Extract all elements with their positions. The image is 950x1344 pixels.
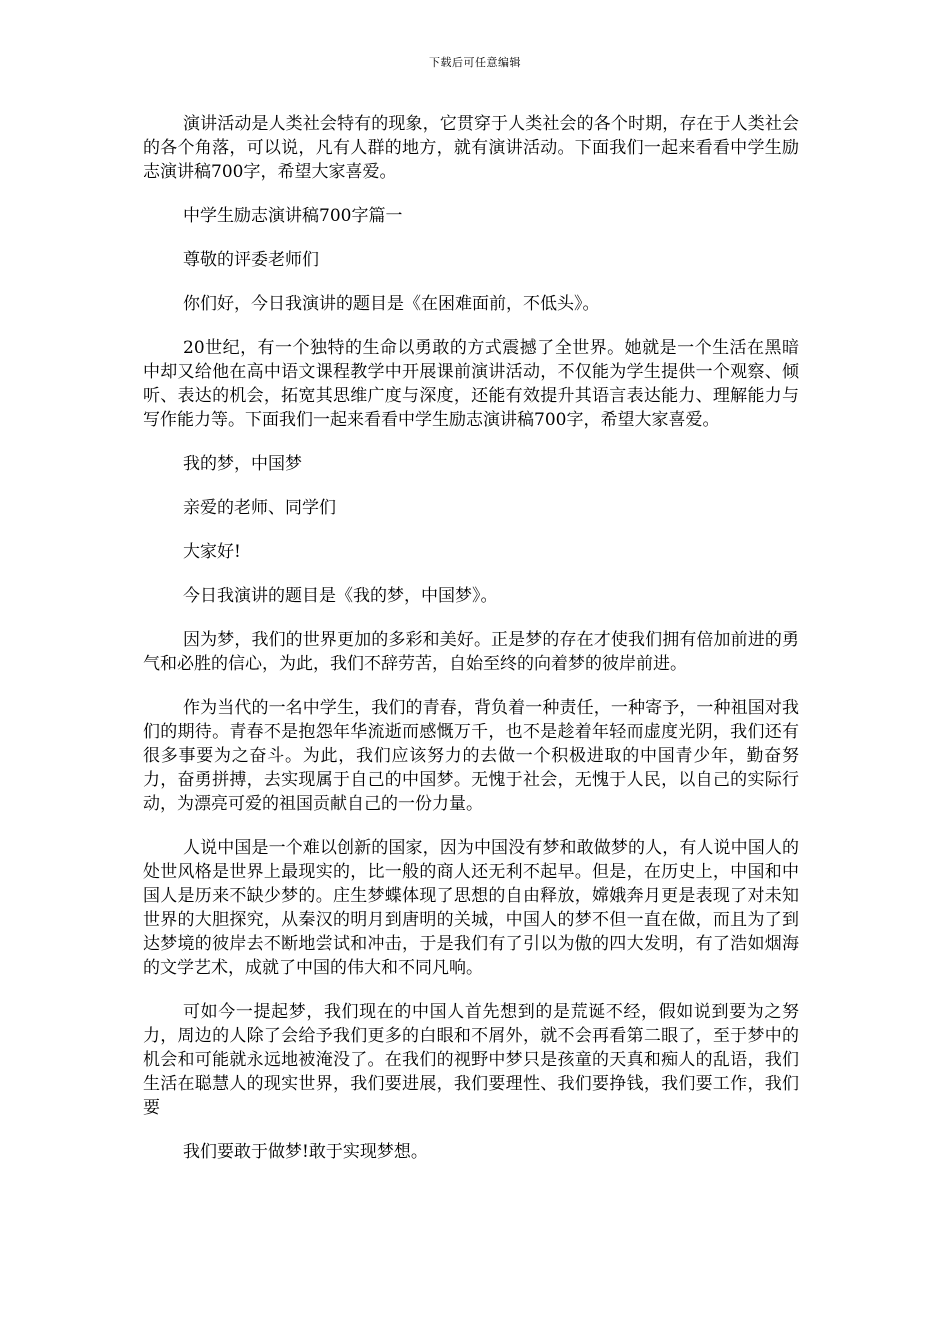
document-body: [143, 112, 799, 1184]
paragraph-intro: 演讲活动是人类社会特有的现象，它贯穿于人类社会的各个时期，存在于人类社会的各个角落，可以说，凡有人群的地方，就有演讲活动。下面我们一起来看看中学生励志演讲稿700字，希望大家喜爱。: [143, 114, 799, 182]
paragraph-salutation-judges: 尊敬的评委老师们: [183, 250, 319, 270]
page-header: 下载后可任意编辑: [429, 56, 521, 69]
paragraph-dare-to-dream: 我们要敢于做梦!敢于实现梦想。: [183, 1142, 428, 1162]
paragraph-speech-title-2: 我的梦，中国梦: [183, 454, 302, 474]
paragraph-nowadays: 可如今一提起梦，我们现在的中国人首先想到的是荒诞不经，假如说到要为之努力，周边的人除了会给予我们更多的白眼和不屑外，就不会再看第二眼了，至于梦中的机会和可能就永远地被淹没了。在我们的视野中梦只是孩童的天真和痴人的乱语，我们生活在聪慧人的现实世界，我们要进展，我们要理性、我们要挣钱，我们要工作，我们要: [143, 1002, 799, 1118]
paragraph-speech-topic-2: 今日我演讲的题目是《我的梦，中国梦》。: [183, 586, 498, 606]
paragraph-speech-topic-1: 你们好，今日我演讲的题目是《在困难面前，不低头》。: [183, 294, 600, 314]
paragraph-china-history: 人说中国是一个难以创新的国家，因为中国没有梦和敢做梦的人，有人说中国人的处世风格是世界上最现实的，比一般的商人还无利不起早。但是，在历史上，中国和中国人是历来不缺少梦的。庄生梦蝶体现了思想的自由释放，嫦娥奔月更是表现了对未知世界的大胆探究，从秦汉的明月到唐明的关城，中国人的梦不但一直在做，而且为了到达梦境的彼岸去不断地尝试和冲击，于是我们有了引以为傲的四大发明，有了浩如烟海的文学艺术，成就了中国的伟大和不同凡响。: [143, 838, 799, 978]
paragraph-section-title: 中学生励志演讲稿700字篇一: [183, 206, 403, 226]
paragraph-salutation-teachers: 亲爱的老师、同学们: [183, 498, 336, 518]
paragraph-20th-century: 20世纪，有一个独特的生命以勇敢的方式震撼了全世界。她就是一个生活在黑暗中却又给他在高中语文课程教学中开展课前演讲活动，不仅能为学生提供一个观察、倾听、表达的机会，拓宽其思维广度与深度，还能有效提升其语言表达能力、理解能力与写作能力等。下面我们一起来看看中学生励志演讲稿700字，希望大家喜爱。: [143, 338, 799, 430]
paragraph-greeting: 大家好!: [183, 542, 241, 562]
paragraph-as-a-student: 作为当代的一名中学生，我们的青春，背负着一种责任，一种寄予，一种祖国对我们的期待。青春不是抱怨年华流逝而感慨万千，也不是趁着年轻而虚度光阴，我们还有很多事要为之奋斗。为此，我们应该努力的去做一个积极进取的中国青少年，勤奋努力，奋勇拼搏，去实现属于自己的中国梦。无愧于社会，无愧于人民，以自己的实际行动，为漂亮可爱的祖国贡献自己的一份力量。: [143, 698, 799, 814]
paragraph-because-of-dream: 因为梦，我们的世界更加的多彩和美好。正是梦的存在才使我们拥有倍加前进的勇气和必胜的信心，为此，我们不辞劳苦，自始至终的向着梦的彼岸前进。: [143, 630, 799, 674]
